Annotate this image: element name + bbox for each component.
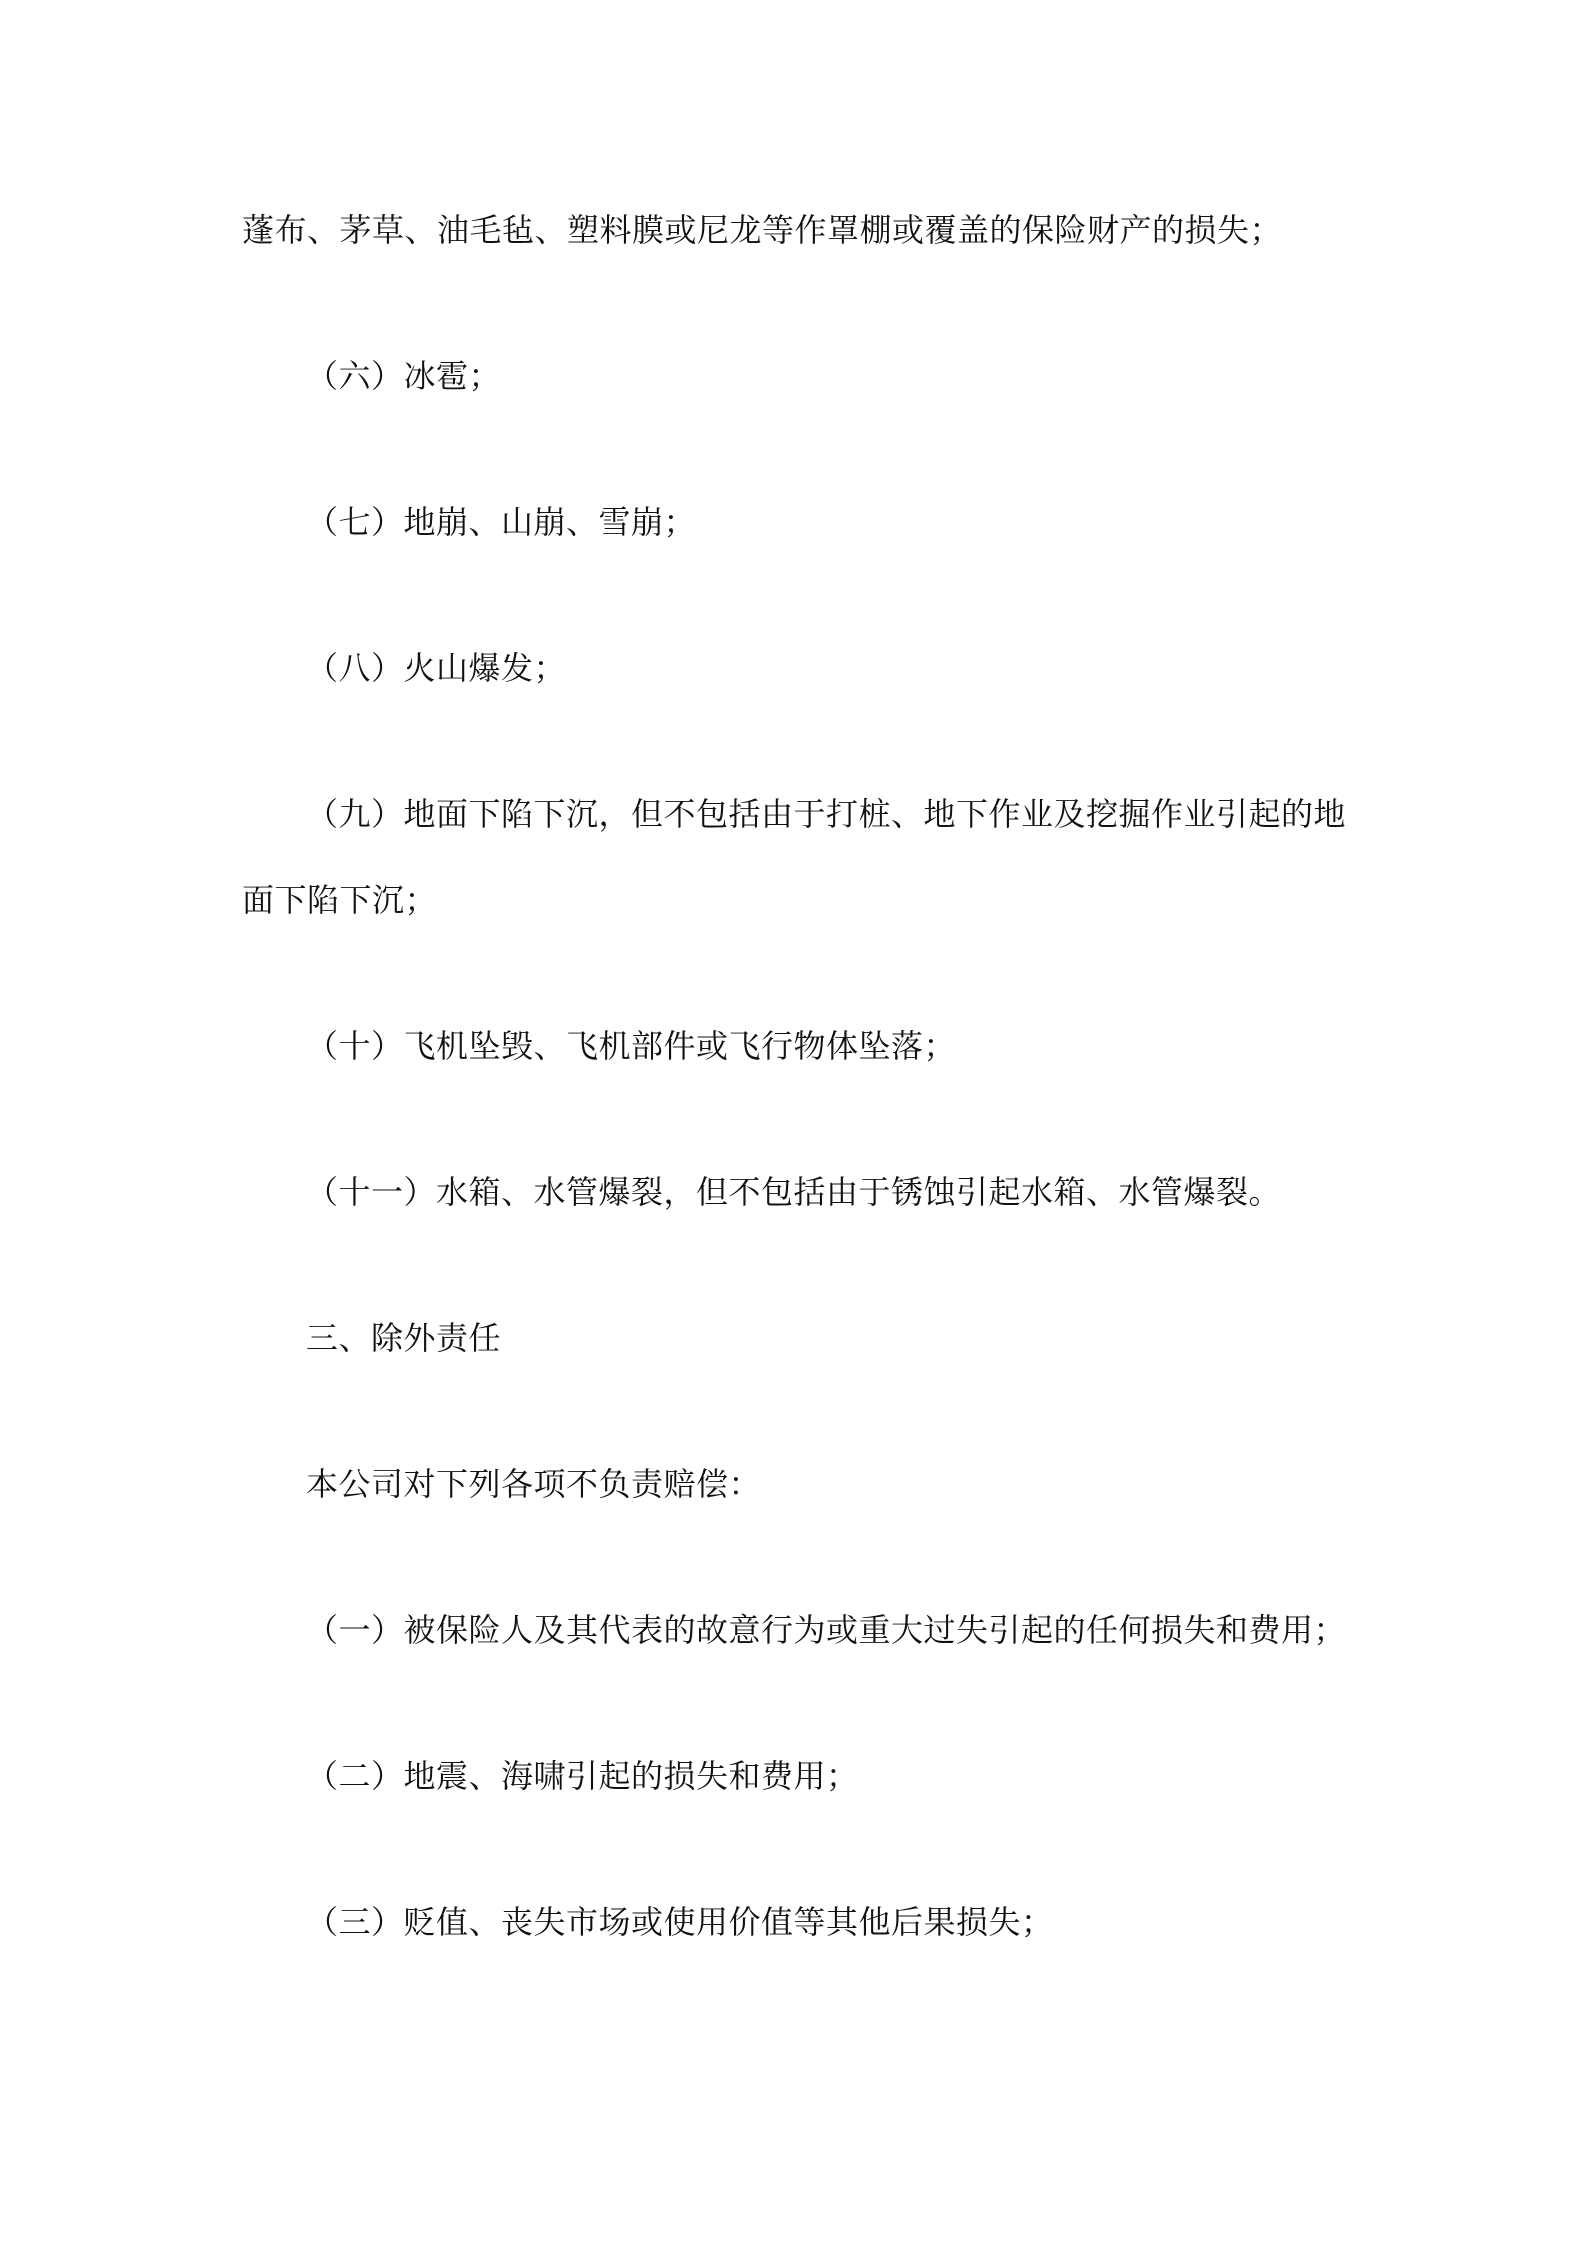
exclusions-intro: 本公司对下列各项不负责赔偿：	[306, 1465, 762, 1503]
list-item-water-tank: （十一）水箱、水管爆裂，但不包括由于锈蚀引起水箱、水管爆裂。	[306, 1173, 1282, 1211]
list-item-subsidence-continued: 面下陷下沉；	[242, 881, 438, 919]
section-heading-exclusions: 三、除外责任	[306, 1319, 502, 1357]
list-item-landslide: （七）地崩、山崩、雪崩；	[306, 503, 697, 541]
exclusion-item-depreciation: （三）贬值、丧失市场或使用价值等其他后果损失；	[306, 1903, 1054, 1941]
exclusion-item-intentional: （一）被保险人及其代表的故意行为或重大过失引起的任何损失和费用；	[306, 1611, 1347, 1649]
exclusion-item-earthquake: （二）地震、海啸引起的损失和费用；	[306, 1757, 859, 1795]
paragraph-continuation: 蓬布、茅草、油毛毡、塑料膜或尼龙等作罩棚或覆盖的保险财产的损失；	[242, 211, 1283, 249]
list-item-hail: （六）冰雹；	[306, 357, 502, 395]
list-item-aircraft: （十）飞机坠毁、飞机部件或飞行物体坠落；	[306, 1027, 957, 1065]
list-item-subsidence: （九）地面下陷下沉，但不包括由于打桩、地下作业及挖掘作业引起的地	[306, 795, 1347, 833]
list-item-volcano: （八）火山爆发；	[306, 649, 567, 687]
